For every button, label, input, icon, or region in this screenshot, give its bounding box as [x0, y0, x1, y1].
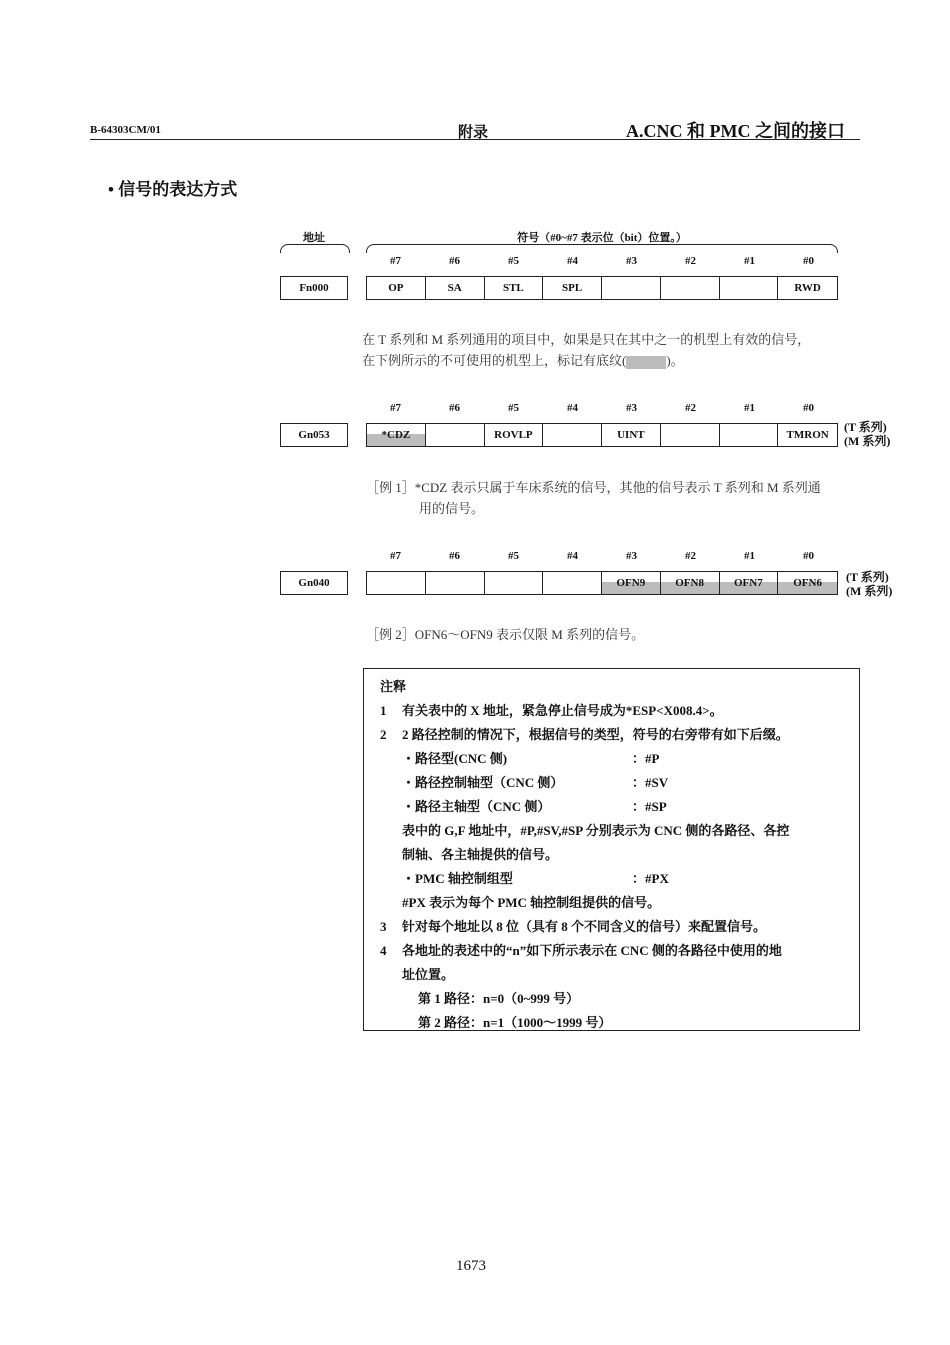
note-2-text-1: 表中的 G,F 地址中，#P,#SV,#SP 分别表示为 CNC 侧的各路径、各控	[402, 823, 790, 838]
signal-cell: UINT	[602, 424, 661, 446]
signal-cell: STL	[485, 277, 544, 299]
suffix-item	[380, 747, 843, 771]
bit-4: #4	[567, 550, 578, 562]
path-2: 第 2 路径：n=1（1000～1999 号）	[418, 1015, 612, 1030]
example-1-line-2: 用的信号。	[419, 501, 485, 516]
note-number: 3	[380, 919, 387, 934]
doc-code: B-64303CM/01	[90, 124, 161, 136]
note-1	[380, 699, 843, 723]
suffix-type: ・路径型(CNC 侧)	[402, 751, 508, 766]
note-text: 2 路径控制的情况下，根据信号的类型，符号的右旁带有如下后缀。	[402, 727, 789, 742]
suffix-item	[380, 795, 843, 819]
signal-row	[366, 571, 838, 595]
signal-cell	[426, 424, 485, 446]
note-text: 有关表中的 X 地址，紧急停止信号成为*ESP<X008.4>。	[402, 703, 723, 718]
bit-1: #1	[744, 402, 755, 414]
signal-cell-shaded: OFN6	[778, 572, 837, 594]
address-box: Fn000	[280, 276, 348, 300]
signal-cell	[543, 572, 602, 594]
bit-4: #4	[567, 255, 578, 267]
note-4-line-2: 址位置。	[402, 967, 455, 982]
note-number: 1	[380, 703, 387, 718]
bit-3: #3	[626, 402, 637, 414]
bit-0: #0	[803, 255, 814, 267]
bit-1: #1	[744, 550, 755, 562]
note-3	[380, 915, 843, 939]
example-2: ［例 2］OFN6～OFN9 表示仅限 M 系列的信号。	[366, 627, 645, 642]
intro-paragraph	[362, 329, 860, 371]
bit-0: #0	[803, 402, 814, 414]
suffix-value: ：#P	[632, 751, 660, 766]
suffix-value: ：#PX	[632, 871, 669, 886]
signal-cell: SPL	[543, 277, 602, 299]
notes-title: 注释	[380, 679, 407, 694]
series-t-label: (T 系列)	[844, 420, 887, 434]
signal-cell: ROVLP	[485, 424, 544, 446]
note-2-text-3: #PX 表示为每个 PMC 轴控制组提供的信号。	[402, 895, 661, 910]
signal-cell	[485, 572, 544, 594]
example-1-line-1: ［例 1］*CDZ 表示只属于车床系统的信号，其他的信号表示 T 系列和 M 系列通	[366, 480, 821, 495]
bit-header-1	[366, 255, 838, 267]
signal-cell	[720, 277, 779, 299]
bit-6: #6	[449, 402, 460, 414]
path-1: 第 1 路径：n=0（0~999 号）	[418, 991, 580, 1006]
note-4	[380, 939, 843, 963]
bit-header-2	[366, 402, 838, 414]
chapter-title: A.CNC 和 PMC 之间的接口	[626, 121, 845, 141]
intro-line-2-start: 在下例所示的不可使用的机型上，标记有底纹(	[362, 353, 627, 368]
bit-6: #6	[449, 550, 460, 562]
note-text: 针对每个地址以 8 位（具有 8 个不同含义的信号）来配置信号。	[402, 919, 767, 934]
suffix-value: ：#SV	[632, 775, 669, 790]
signal-row	[366, 276, 838, 300]
bit-2: #2	[685, 550, 696, 562]
address-box: Gn053	[280, 423, 348, 447]
signal-cell: TMRON	[786, 429, 829, 441]
address-box: Gn040	[280, 571, 348, 595]
bit-6: #6	[449, 255, 460, 267]
signal-cell	[720, 424, 779, 446]
intro-line-2-end: )。	[666, 353, 684, 368]
series-labels	[844, 420, 890, 448]
signal-cell-shaded: OFN8	[661, 572, 720, 594]
signal-cell: OP	[367, 277, 426, 299]
intro-line-1: 在 T 系列和 M 系列通用的项目中，如果是只在其中之一的机型上有效的信号，	[362, 332, 811, 347]
bit-2: #2	[685, 402, 696, 414]
signal-cell	[367, 572, 426, 594]
signal-cell	[661, 277, 720, 299]
signal-cell: SA	[426, 277, 485, 299]
series-t-label: (T 系列)	[846, 570, 889, 584]
suffix-type: ・路径控制轴型（CNC 侧）	[402, 775, 564, 790]
page-number: 1673	[456, 1258, 486, 1274]
symbol-label: 符号（#0~#7 表示位（bit）位置。）	[517, 232, 687, 244]
signal-cell	[661, 424, 720, 446]
bit-5: #5	[508, 255, 519, 267]
shading-swatch	[626, 356, 666, 369]
symbol-brace	[366, 244, 838, 253]
bit-0: #0	[803, 550, 814, 562]
bit-7: #7	[390, 550, 401, 562]
example-1	[366, 477, 860, 519]
bit-3: #3	[626, 550, 637, 562]
intro-line-2	[362, 350, 860, 371]
bit-7: #7	[390, 402, 401, 414]
header-rule	[90, 139, 860, 140]
section-label: 附录	[458, 125, 489, 141]
suffix-item	[380, 867, 843, 891]
bit-5: #5	[508, 550, 519, 562]
signal-cell-shaded: OFN7	[720, 572, 779, 594]
series-m-label: (M 系列)	[844, 434, 891, 448]
series-labels	[846, 570, 892, 598]
signal-cell-shaded: *CDZ	[367, 424, 426, 446]
address-label: 地址	[303, 232, 325, 244]
note-number: 2	[380, 727, 387, 742]
signal-row	[366, 423, 838, 447]
signal-cell	[426, 572, 485, 594]
notes-box	[363, 668, 860, 1031]
bit-1: #1	[744, 255, 755, 267]
signal-cell: RWD	[794, 282, 821, 294]
signal-cell	[543, 424, 602, 446]
section-title: • 信号的表达方式	[108, 180, 238, 199]
bit-4: #4	[567, 402, 578, 414]
bit-3: #3	[626, 255, 637, 267]
bit-7: #7	[390, 255, 401, 267]
note-2-text-2: 制轴、各主轴提供的信号。	[402, 847, 559, 862]
series-m-label: (M 系列)	[846, 584, 893, 598]
bit-2: #2	[685, 255, 696, 267]
suffix-value: ：#SP	[632, 799, 667, 814]
signal-cell	[602, 277, 661, 299]
bit-5: #5	[508, 402, 519, 414]
suffix-type: ・路径主轴型（CNC 侧）	[402, 799, 551, 814]
note-text: 各地址的表述中的“n”如下所示表示在 CNC 侧的各路径中使用的地	[402, 943, 782, 958]
note-2	[380, 723, 843, 747]
suffix-type: ・PMC 轴控制组型	[402, 871, 513, 886]
bit-header-3	[366, 550, 838, 562]
suffix-item	[380, 771, 843, 795]
note-number: 4	[380, 943, 387, 958]
address-brace	[280, 244, 350, 253]
signal-cell-shaded: OFN9	[602, 572, 661, 594]
